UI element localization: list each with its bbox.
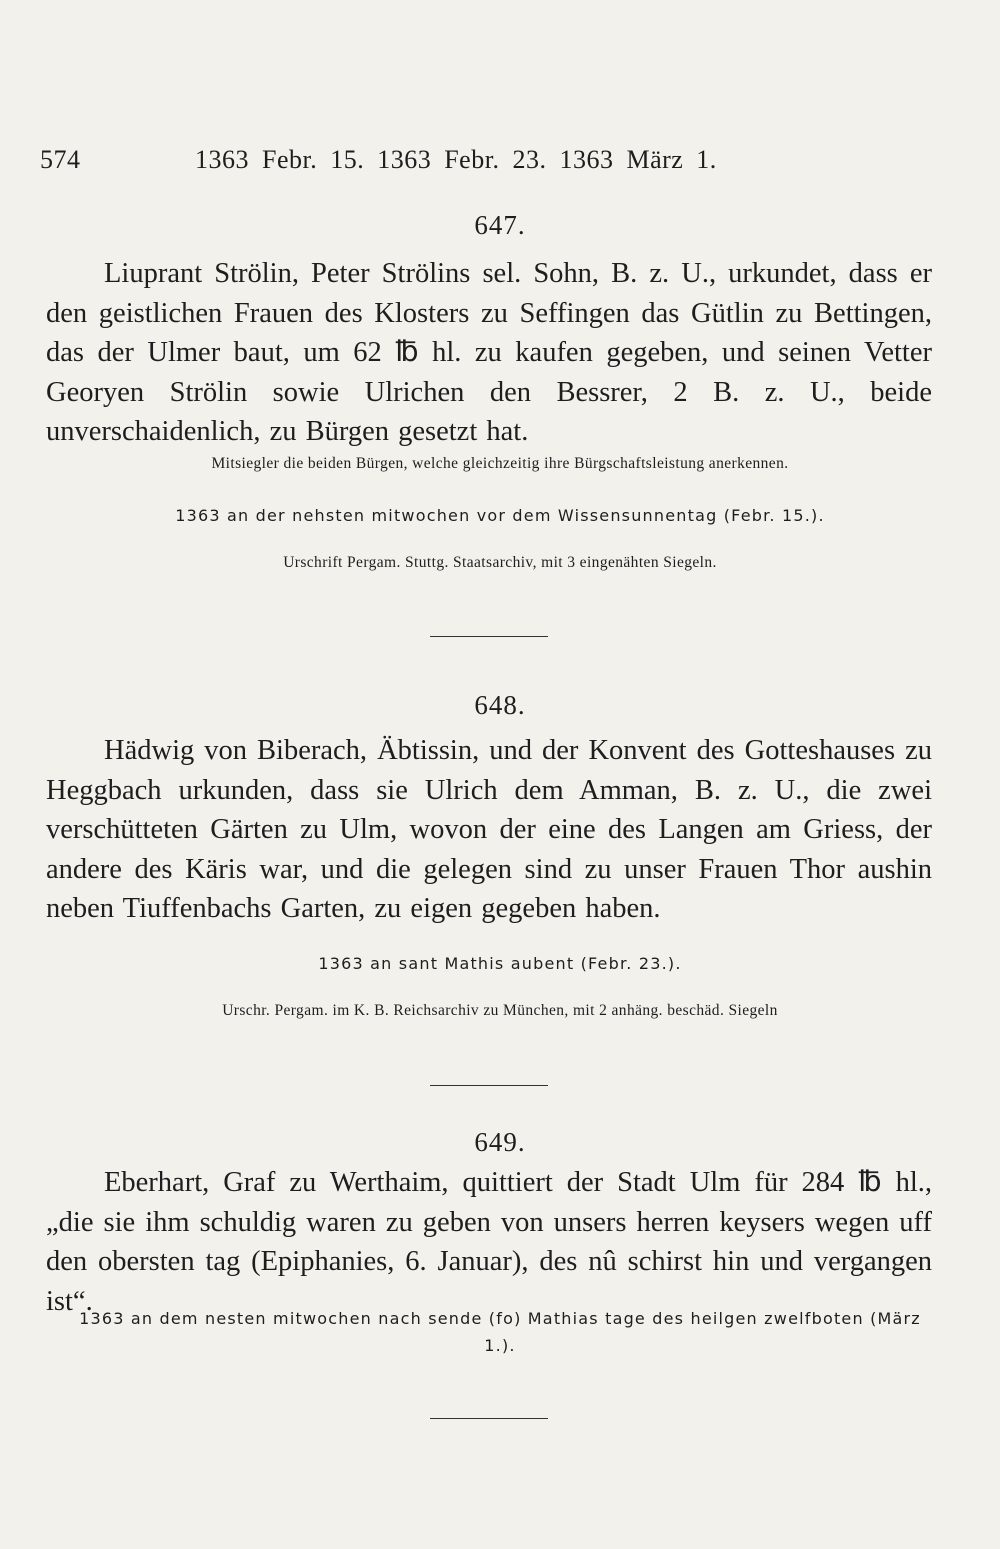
entry-dateline: 1363 an dem nesten mitwochen nach sende (fo) Mathias tage des heilgen zwelfboten (März 1.). bbox=[79, 1309, 921, 1355]
entry-source: Urschrift Pergam. Stuttg. Staatsarchiv, mit 3 eingenähten Siegeln. bbox=[283, 554, 717, 571]
section-divider bbox=[430, 636, 548, 637]
entry-number: 648. bbox=[474, 690, 526, 720]
entry-note: Mitsiegler die beiden Bürgen, welche gleichzeitig ihre Bürgschaftsleistung anerkennen. bbox=[211, 455, 789, 472]
entry-source: Urschr. Pergam. im K. B. Reichsarchiv zu München, mit 2 anhäng. beschäd. Siegeln bbox=[222, 1002, 778, 1019]
entry-number: 649. bbox=[474, 1127, 526, 1157]
entry-dateline: 1363 an sant Mathis aubent (Febr. 23.). bbox=[318, 954, 682, 973]
section-divider bbox=[430, 1085, 548, 1086]
entry-text: Liuprant Strölin, Peter Strölins sel. Sohn, B. z. U., urkundet, dass er den geistlichen Frauen des Klosters zu Seffingen das Gütlin zu Bettingen, das der Ulmer baut, um 62 ℔ hl. zu kaufen gegeben, und seinen Vetter Georyen Strölin sowie Ulrichen den Bessrer, 2 B. z. U., beide unverschaidenlich, zu Bürgen gesetzt hat. bbox=[46, 258, 932, 447]
entry-text: Eberhart, Graf zu Werthaim, quittiert der Stadt Ulm für 284 ℔ hl., „die sie ihm schuldig waren zu geben von unsers herren keysers wegen uff den obersten tag (Epiphanies, 6. Januar), des nû schirst hin und vergangen ist“. bbox=[46, 1167, 932, 1317]
header-dates: 1363 Febr. 15. 1363 Febr. 23. 1363 März 1. bbox=[195, 145, 717, 174]
section-divider bbox=[430, 1418, 548, 1419]
entry-number: 647. bbox=[474, 210, 526, 240]
entry-text: Hädwig von Biberach, Äbtissin, und der Konvent des Gotteshauses zu Heggbach urkunden, dass sie Ulrich dem Amman, B. z. U., die zwei verschütteten Gärten zu Ulm, wovon der eine des Langen am Griess, der andere des Käris war, und die gelegen sind zu unser Frauen Thor aushin neben Tiuffenbachs Garten, zu eigen gegeben haben. bbox=[46, 735, 932, 924]
entry-dateline: 1363 an der nehsten mitwochen vor dem Wissensunnentag (Febr. 15.). bbox=[175, 506, 825, 525]
page-number: 574 bbox=[40, 145, 81, 174]
